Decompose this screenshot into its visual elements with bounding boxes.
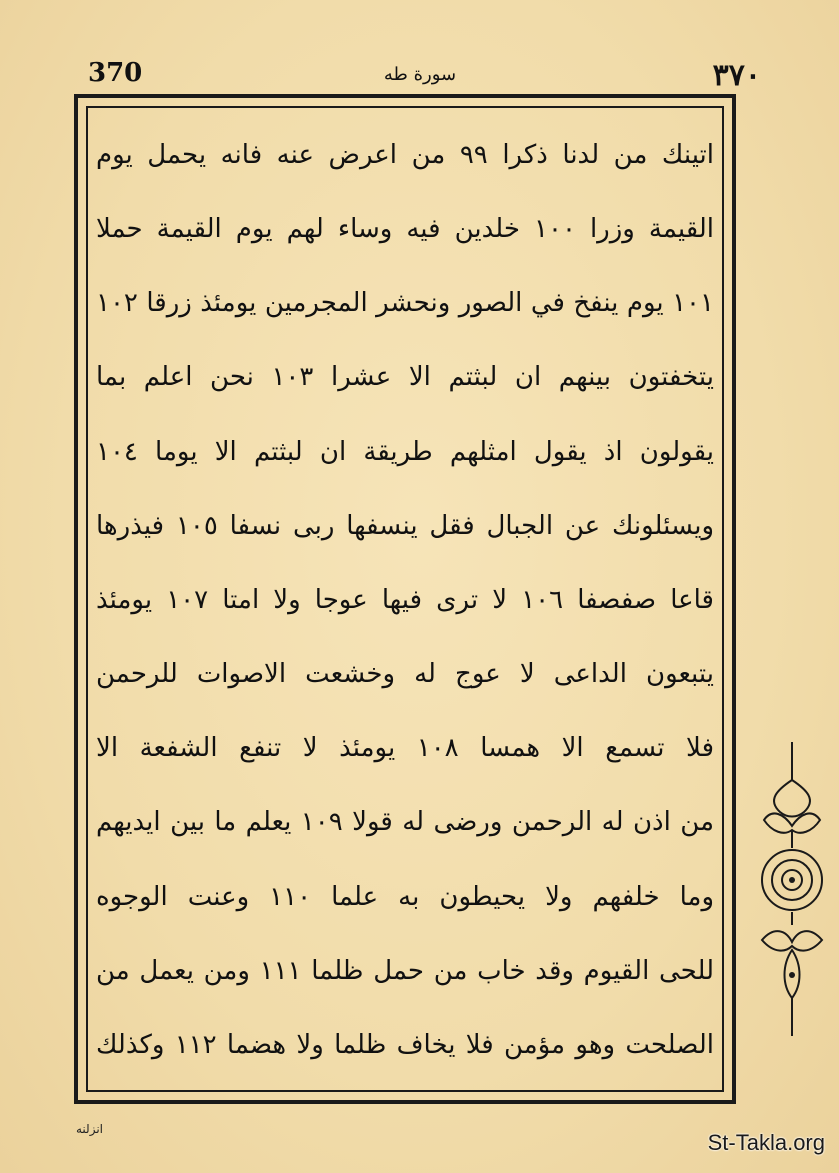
surah-title: سورة طه <box>383 64 457 85</box>
page-number-left: 370 <box>88 58 143 88</box>
quran-text-block <box>96 118 714 1082</box>
text-line: يقولون اذ يقول امثلهم طريقة ان لبثتم الا يوما ١٠٤ <box>96 436 714 467</box>
text-line: يتبعون الداعى لا عوج له وخشعت الاصوات للرحمن <box>96 659 714 690</box>
text-line: الصلحت وهو مؤمن فلا يخاف ظلما ولا هضما ١١٢ وكذلك <box>96 1029 714 1060</box>
text-line: فلا تسمع الا همسا ١٠٨ يومئذ لا تنفع الشفعة الا <box>96 733 714 764</box>
watermark: St-Takla.org <box>707 1130 825 1155</box>
text-line: القيمة وزرا ١٠٠ خلدين فيه وساء لهم يوم القيمة حملا <box>96 214 714 245</box>
text-line: ويسئلونك عن الجبال فقل ينسفها ربى نسفا ١٠٥ فيذرها <box>96 510 714 541</box>
margin-ornament-icon <box>752 740 832 1040</box>
page-number-right: ٣٧٠ <box>712 58 761 93</box>
text-line: للحى القيوم وقد خاب من حمل ظلما ١١١ ومن يعمل من <box>96 955 714 986</box>
text-line: ١٠١ يوم ينفخ في الصور ونحشر المجرمين يومئذ زرقا ١٠٢ <box>96 288 714 319</box>
text-line: قاعا صفصفا ١٠٦ لا ترى فيها عوجا ولا امتا ١٠٧ يومئذ <box>96 584 714 615</box>
text-line: اتينك من لدنا ذكرا ٩٩ من اعرض عنه فانه يحمل يوم <box>96 140 714 170</box>
text-line: وما خلفهم ولا يحيطون به علما ١١٠ وعنت الوجوه <box>96 881 714 912</box>
text-line: من اذن له الرحمن ورضى له قولا ١٠٩ يعلم ما بين ايديهم <box>96 807 714 838</box>
text-line: يتخفتون بينهم ان لبثتم الا عشرا ١٠٣ نحن اعلم بما <box>96 362 714 393</box>
footer-note: انزلنه <box>76 1122 104 1136</box>
